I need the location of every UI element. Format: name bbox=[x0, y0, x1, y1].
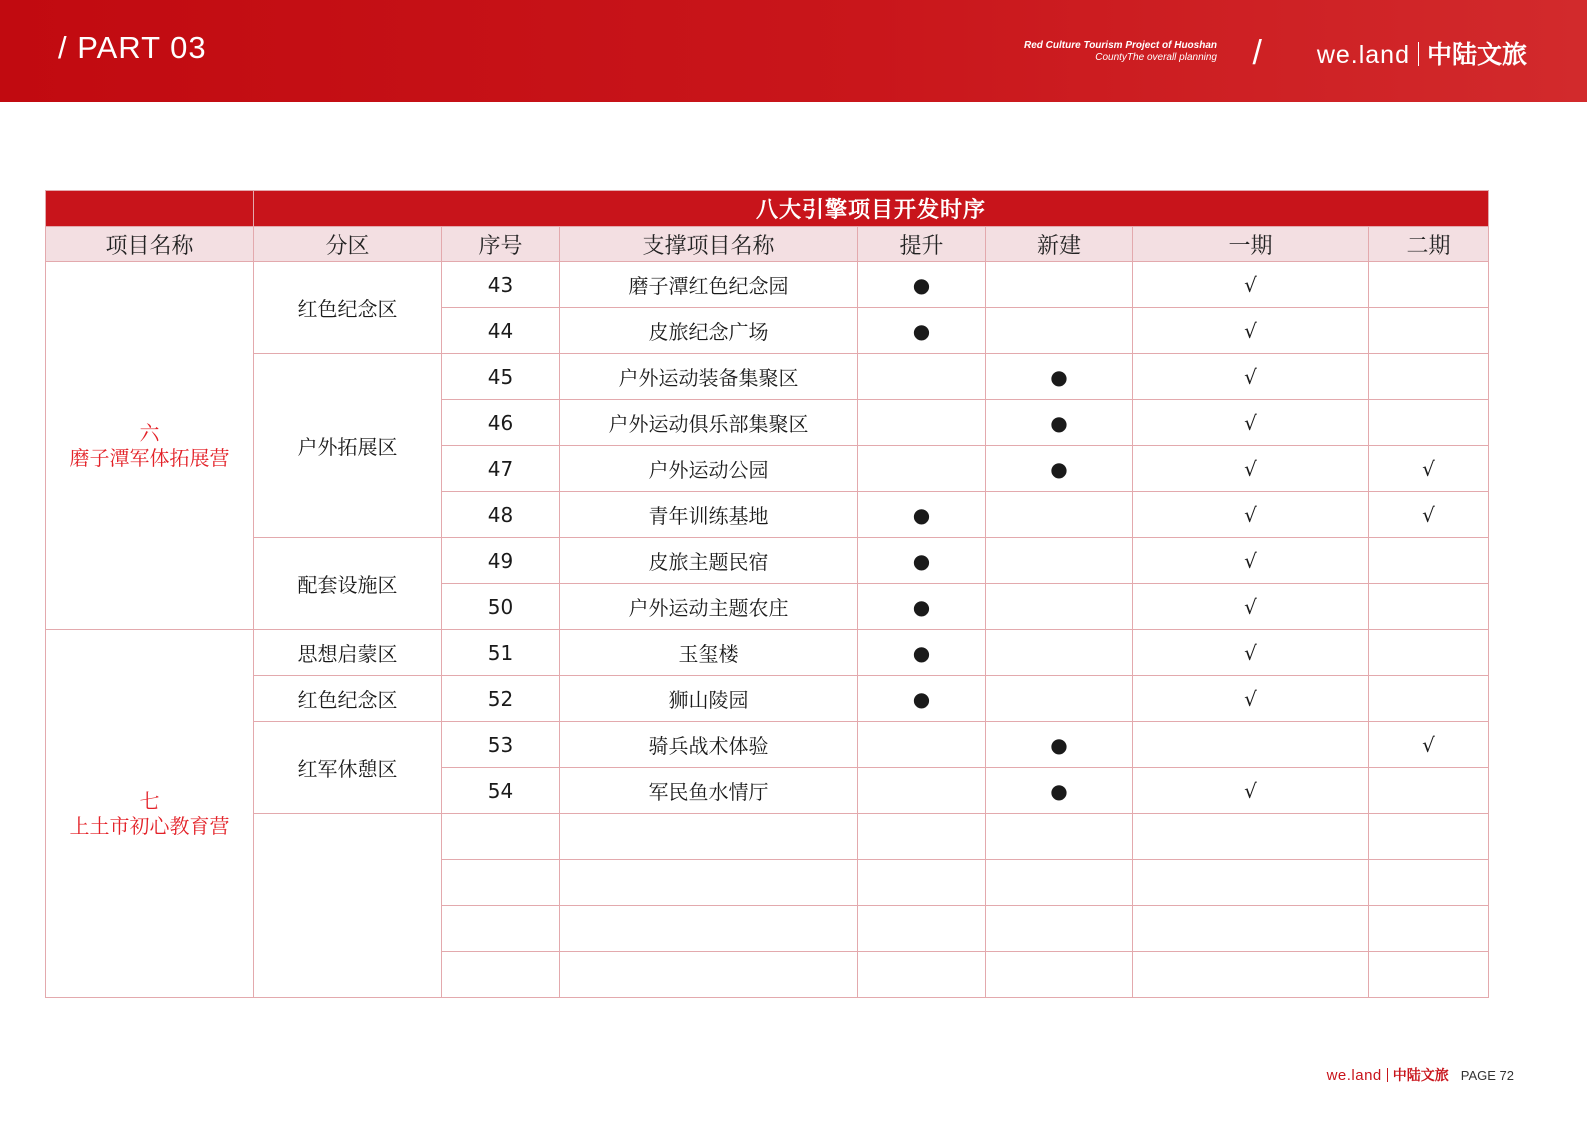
seq-cell: 45 bbox=[442, 354, 560, 400]
col-upgrade: 提升 bbox=[858, 227, 986, 262]
empty-cell bbox=[1133, 860, 1369, 906]
zone-cell: 配套设施区 bbox=[254, 538, 442, 630]
empty-cell bbox=[858, 952, 986, 998]
col-seq: 序号 bbox=[442, 227, 560, 262]
new-cell bbox=[986, 630, 1133, 676]
brand-logo bbox=[1317, 35, 1527, 71]
empty-cell bbox=[442, 906, 560, 952]
zone-cell: 红军休憩区 bbox=[254, 722, 442, 814]
support-name-cell: 骑兵战术体验 bbox=[560, 722, 858, 768]
phase1-cell: √ bbox=[1133, 308, 1369, 354]
support-name-cell: 户外运动俱乐部集聚区 bbox=[560, 400, 858, 446]
phase2-cell: √ bbox=[1369, 492, 1489, 538]
seq-cell: 53 bbox=[442, 722, 560, 768]
phase2-cell: √ bbox=[1369, 446, 1489, 492]
col-new: 新建 bbox=[986, 227, 1133, 262]
empty-cell bbox=[986, 906, 1133, 952]
camp-number: 六 bbox=[139, 420, 160, 445]
phase1-cell: √ bbox=[1133, 262, 1369, 308]
footer-brand-divider bbox=[1387, 1068, 1388, 1082]
support-name-cell: 军民鱼水情厅 bbox=[560, 768, 858, 814]
phase2-cell: √ bbox=[1369, 722, 1489, 768]
upgrade-cell bbox=[858, 768, 986, 814]
upgrade-cell bbox=[858, 722, 986, 768]
zone-cell: 户外拓展区 bbox=[254, 354, 442, 538]
new-cell bbox=[986, 262, 1133, 308]
new-cell: ● bbox=[986, 400, 1133, 446]
new-cell bbox=[986, 308, 1133, 354]
support-name-cell: 青年训练基地 bbox=[560, 492, 858, 538]
footer-brand-cn: 中陆文旅 bbox=[1392, 1067, 1449, 1083]
upgrade-cell: ● bbox=[858, 676, 986, 722]
support-name-cell: 狮山陵园 bbox=[560, 676, 858, 722]
col-phase1: 一期 bbox=[1133, 227, 1369, 262]
phase2-cell bbox=[1369, 400, 1489, 446]
phase2-cell bbox=[1369, 308, 1489, 354]
phase1-cell: √ bbox=[1133, 768, 1369, 814]
phase2-cell bbox=[1369, 768, 1489, 814]
page-footer bbox=[1327, 1065, 1514, 1085]
brand-divider bbox=[1418, 42, 1419, 66]
empty-cell bbox=[1369, 860, 1489, 906]
upgrade-cell: ● bbox=[858, 492, 986, 538]
table-row bbox=[46, 262, 1489, 308]
zone-cell: 红色纪念区 bbox=[254, 262, 442, 354]
upgrade-cell: ● bbox=[858, 630, 986, 676]
empty-cell bbox=[986, 952, 1133, 998]
empty-cell bbox=[560, 860, 858, 906]
support-name-cell: 玉玺楼 bbox=[560, 630, 858, 676]
upgrade-cell bbox=[858, 400, 986, 446]
camp-name: 磨子潭军体拓展营 bbox=[69, 445, 230, 470]
phase1-cell: √ bbox=[1133, 630, 1369, 676]
phase2-cell bbox=[1369, 354, 1489, 400]
phase2-cell bbox=[1369, 630, 1489, 676]
phase2-cell bbox=[1369, 538, 1489, 584]
upgrade-cell: ● bbox=[858, 308, 986, 354]
title-blank-cell bbox=[46, 191, 254, 227]
phase1-cell: √ bbox=[1133, 584, 1369, 630]
brand-logo-cn: 中陆文旅 bbox=[1426, 41, 1527, 69]
support-name-cell: 皮旅纪念广场 bbox=[560, 308, 858, 354]
phase1-cell: √ bbox=[1133, 492, 1369, 538]
empty-cell bbox=[858, 860, 986, 906]
support-name-cell: 户外运动装备集聚区 bbox=[560, 354, 858, 400]
upgrade-cell bbox=[858, 354, 986, 400]
seq-cell: 52 bbox=[442, 676, 560, 722]
table-header-row bbox=[46, 227, 1489, 262]
phase1-cell: √ bbox=[1133, 354, 1369, 400]
support-name-cell: 磨子潭红色纪念园 bbox=[560, 262, 858, 308]
new-cell bbox=[986, 676, 1133, 722]
new-cell bbox=[986, 538, 1133, 584]
empty-cell bbox=[560, 814, 858, 860]
phase2-cell bbox=[1369, 262, 1489, 308]
empty-cell bbox=[1369, 952, 1489, 998]
zone-cell: 红色纪念区 bbox=[254, 676, 442, 722]
seq-cell: 46 bbox=[442, 400, 560, 446]
empty-cell bbox=[442, 952, 560, 998]
zone-cell: 思想启蒙区 bbox=[254, 630, 442, 676]
page-number: PAGE 72 bbox=[1460, 1068, 1514, 1083]
seq-cell: 44 bbox=[442, 308, 560, 354]
empty-table-row bbox=[46, 814, 1489, 860]
empty-cell bbox=[560, 906, 858, 952]
col-zone: 分区 bbox=[254, 227, 442, 262]
seq-cell: 54 bbox=[442, 768, 560, 814]
col-phase2: 二期 bbox=[1369, 227, 1489, 262]
new-cell: ● bbox=[986, 722, 1133, 768]
seq-cell: 43 bbox=[442, 262, 560, 308]
upgrade-cell bbox=[858, 446, 986, 492]
support-name-cell: 户外运动主题农庄 bbox=[560, 584, 858, 630]
brand-logo-en: we.land bbox=[1316, 41, 1410, 69]
empty-cell bbox=[1133, 952, 1369, 998]
phase2-cell bbox=[1369, 676, 1489, 722]
phase1-cell bbox=[1133, 722, 1369, 768]
empty-cell bbox=[560, 952, 858, 998]
new-cell bbox=[986, 492, 1133, 538]
phase1-cell: √ bbox=[1133, 538, 1369, 584]
col-project-name: 项目名称 bbox=[46, 227, 254, 262]
camp-cell bbox=[46, 630, 254, 998]
development-schedule-table bbox=[45, 190, 1489, 998]
empty-cell bbox=[986, 814, 1133, 860]
upgrade-cell: ● bbox=[858, 262, 986, 308]
table-title-row bbox=[46, 191, 1489, 227]
part-label: / PART 03 bbox=[58, 30, 207, 65]
col-support-project: 支撑项目名称 bbox=[560, 227, 858, 262]
upgrade-cell: ● bbox=[858, 538, 986, 584]
header-banner bbox=[0, 0, 1587, 102]
new-cell bbox=[986, 584, 1133, 630]
empty-cell bbox=[1133, 814, 1369, 860]
footer-brand-en: we.land bbox=[1326, 1067, 1382, 1084]
empty-cell bbox=[858, 814, 986, 860]
phase1-cell: √ bbox=[1133, 446, 1369, 492]
support-name-cell: 户外运动公园 bbox=[560, 446, 858, 492]
empty-cell bbox=[1369, 814, 1489, 860]
seq-cell: 47 bbox=[442, 446, 560, 492]
project-title-line1: Red Culture Tourism Project of Huoshan bbox=[1024, 40, 1217, 51]
seq-cell: 50 bbox=[442, 584, 560, 630]
empty-cell bbox=[442, 860, 560, 906]
empty-zone-cell bbox=[254, 814, 442, 998]
header-slash: / bbox=[1252, 34, 1262, 72]
seq-cell: 48 bbox=[442, 492, 560, 538]
upgrade-cell: ● bbox=[858, 584, 986, 630]
project-english-title bbox=[1024, 40, 1217, 64]
phase1-cell: √ bbox=[1133, 400, 1369, 446]
new-cell: ● bbox=[986, 354, 1133, 400]
phase2-cell bbox=[1369, 584, 1489, 630]
empty-cell bbox=[442, 814, 560, 860]
seq-cell: 51 bbox=[442, 630, 560, 676]
camp-number: 七 bbox=[139, 788, 160, 813]
table-row bbox=[46, 354, 1489, 400]
phase1-cell: √ bbox=[1133, 676, 1369, 722]
empty-cell bbox=[858, 906, 986, 952]
new-cell: ● bbox=[986, 446, 1133, 492]
table-row bbox=[46, 538, 1489, 584]
table-row bbox=[46, 722, 1489, 768]
new-cell: ● bbox=[986, 768, 1133, 814]
empty-cell bbox=[986, 860, 1133, 906]
empty-cell bbox=[1133, 906, 1369, 952]
project-title-line2: CountyThe overall planning bbox=[1095, 52, 1217, 63]
table-row bbox=[46, 676, 1489, 722]
support-name-cell: 皮旅主题民宿 bbox=[560, 538, 858, 584]
table-row bbox=[46, 630, 1489, 676]
table-title: 八大引擎项目开发时序 bbox=[254, 191, 1489, 227]
empty-cell bbox=[1369, 906, 1489, 952]
camp-cell bbox=[46, 262, 254, 630]
seq-cell: 49 bbox=[442, 538, 560, 584]
camp-name: 上土市初心教育营 bbox=[69, 813, 230, 838]
